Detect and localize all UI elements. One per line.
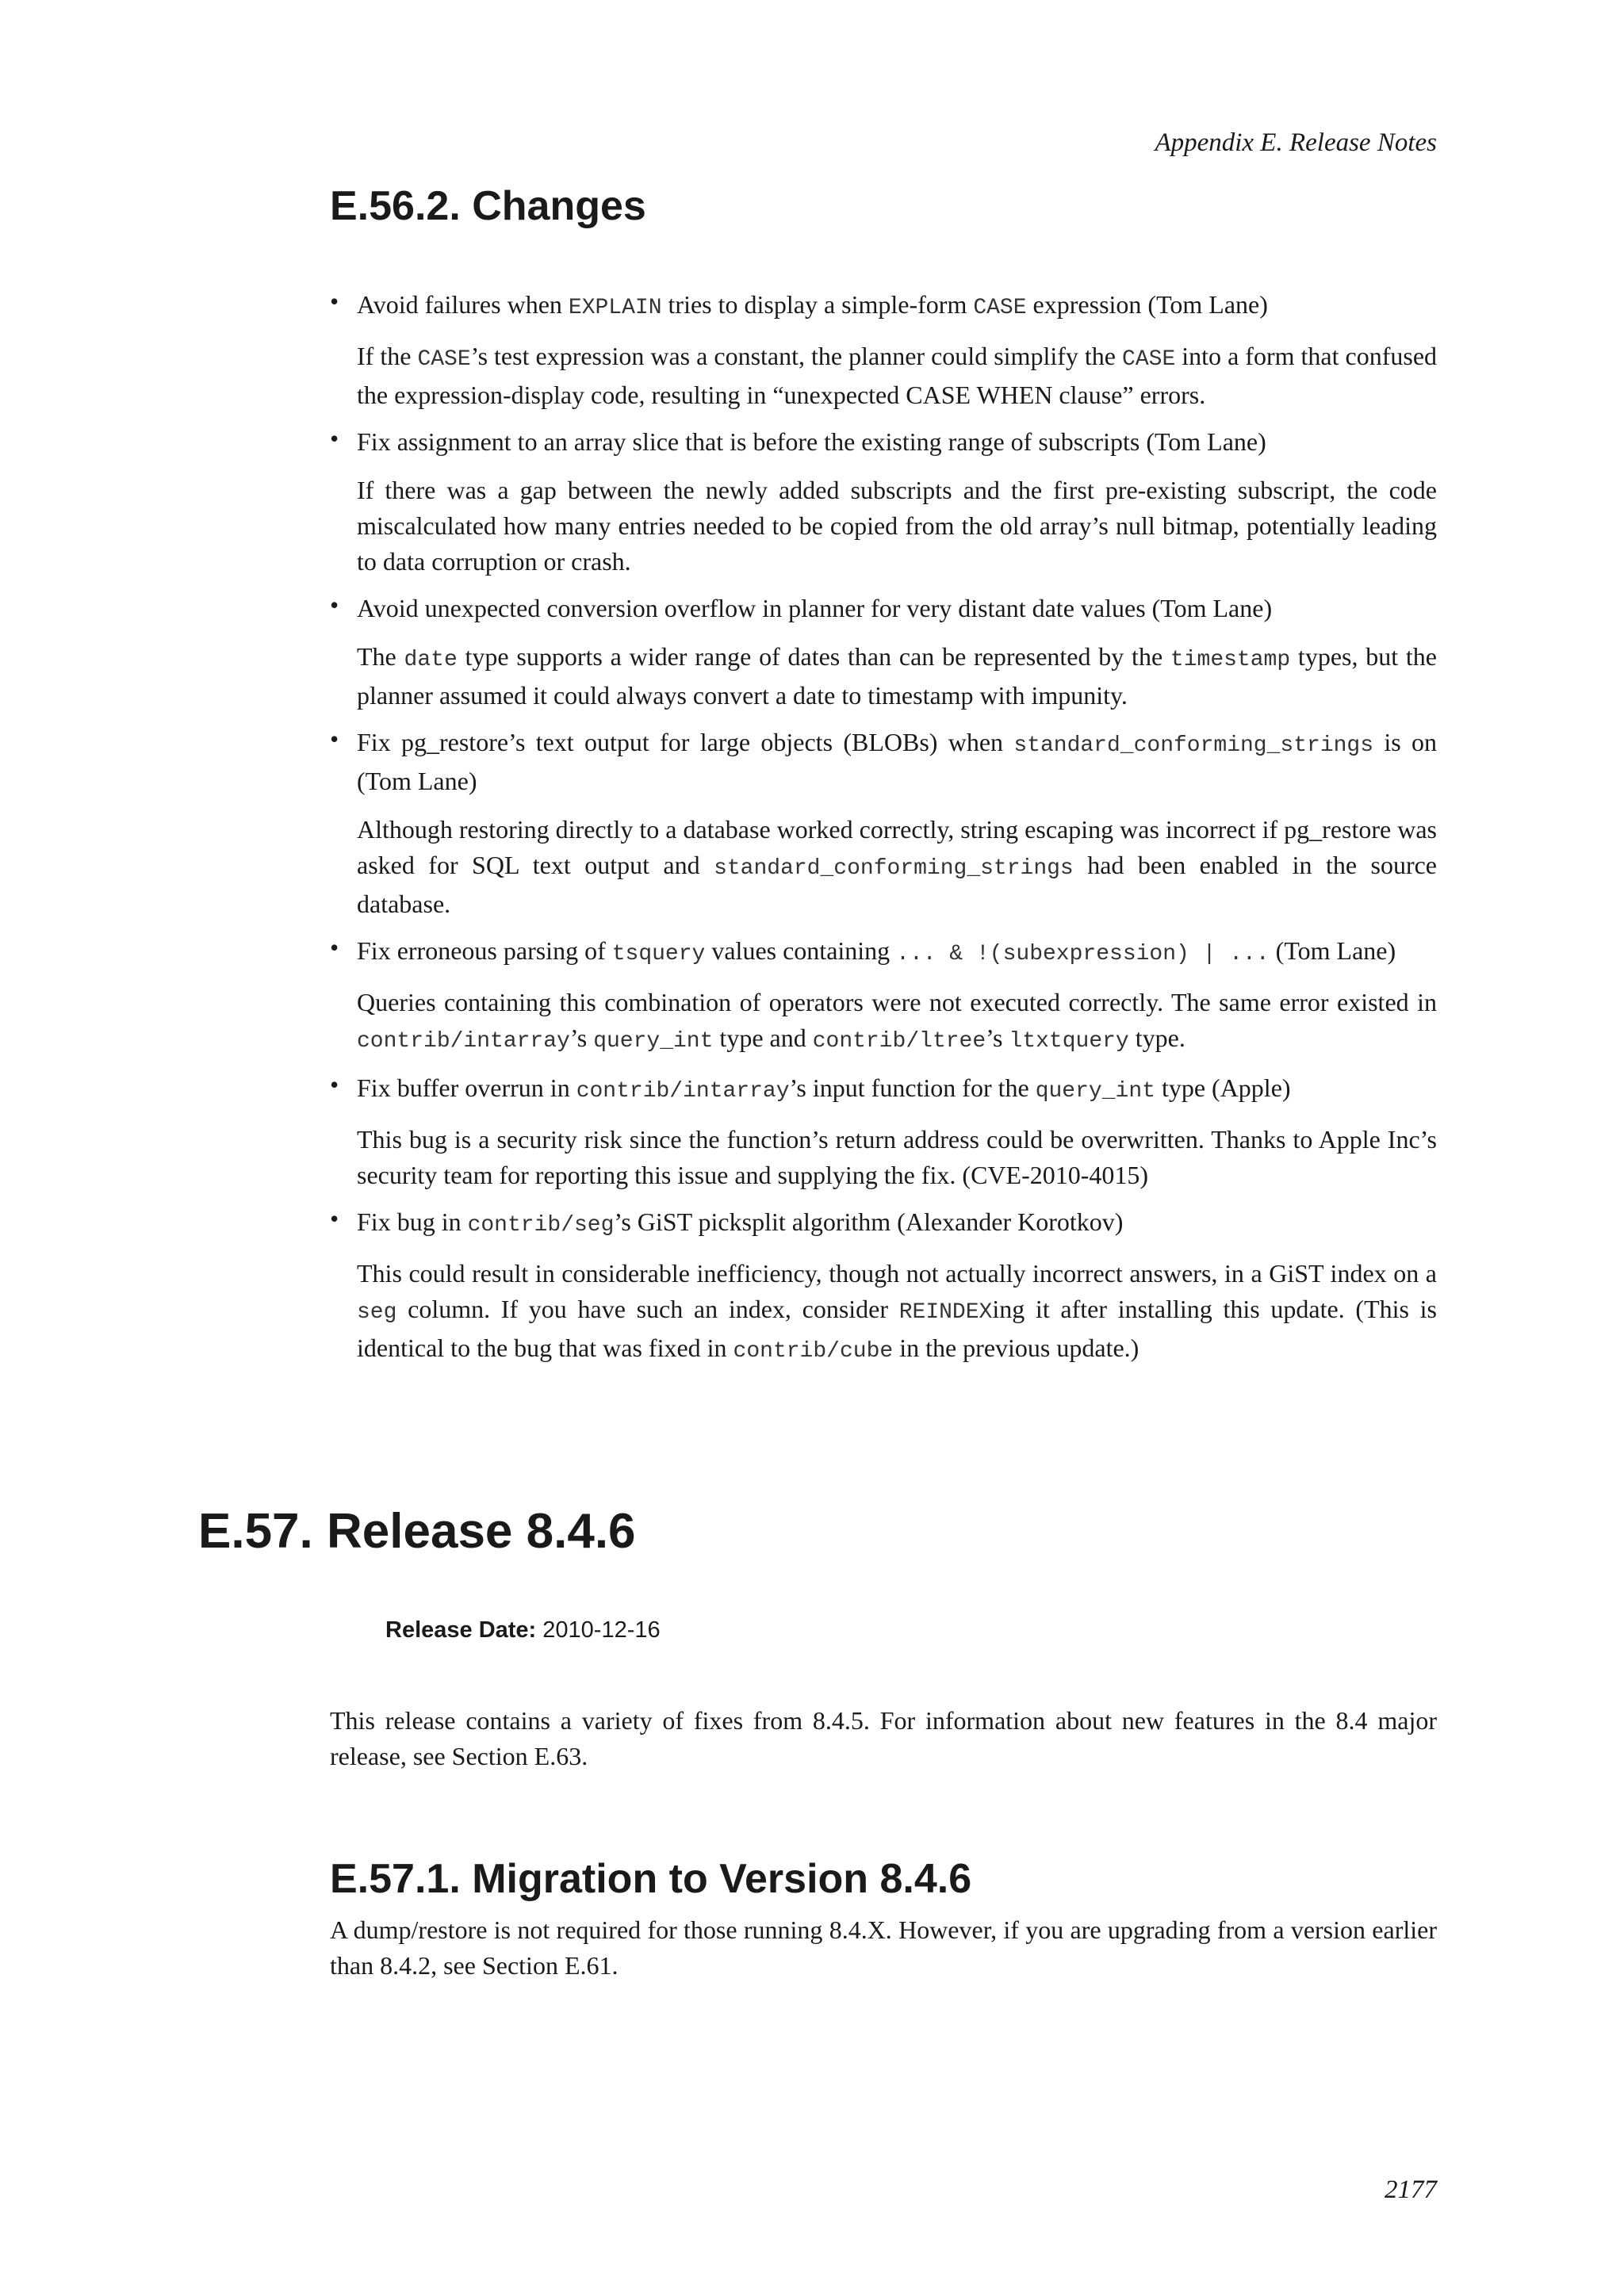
- bullet-icon: •: [330, 725, 339, 753]
- text-run: expression (Tom Lane): [1026, 290, 1268, 319]
- text-run: This bug is a security risk since the function’s return address could be overwritten. Thanks to Apple Inc’s security team for reporting this issue and supplying the fix. (CVE-2010-4015): [357, 1125, 1437, 1189]
- bullet-icon: •: [330, 1204, 339, 1233]
- text-run: type.: [1128, 1024, 1185, 1052]
- change-detail: [357, 339, 1437, 413]
- text-run: Avoid unexpected conversion overflow in planner for very distant date values (Tom Lane): [357, 594, 1273, 622]
- code-literal: ... & !(subexpression) | ...: [896, 942, 1270, 966]
- release-date-value: 2010-12-16: [536, 1617, 661, 1643]
- code-literal: EXPLAIN: [568, 296, 662, 320]
- section-heading-migration: E.57.1. Migration to Version 8.4.6: [330, 1856, 972, 1902]
- change-detail: [357, 1256, 1437, 1369]
- text-run: ing it after installing this update. (This is identical to the bug that was fixed in: [357, 1295, 1438, 1362]
- text-run: type (Apple): [1155, 1073, 1291, 1102]
- text-run: Fix assignment to an array slice that is before the existing range of subscripts (Tom Lane): [357, 427, 1266, 456]
- bullet-icon: •: [330, 591, 339, 619]
- text-run: If the: [357, 342, 418, 370]
- code-literal: ltxtquery: [1009, 1029, 1129, 1054]
- release-intro-paragraph: This release contains a variety of fixes from 8.4.5. For information about new features in the 8.4 major release, see Section E.63.: [330, 1706, 1437, 1770]
- code-literal: contrib/seg: [467, 1213, 615, 1238]
- running-header: Appendix E. Release Notes: [1155, 128, 1437, 157]
- text-run: The: [357, 642, 404, 671]
- text-run: in the previous update.): [893, 1334, 1139, 1362]
- text-run: This could result in considerable inefficiency, though not actually incorrect answers, in a GiST index on a: [357, 1259, 1437, 1288]
- release-date-label: Release Date:: [385, 1617, 537, 1643]
- change-detail: [357, 1122, 1437, 1193]
- change-item: [330, 1204, 1437, 1369]
- change-detail: [357, 985, 1437, 1059]
- text-run: ’s test expression was a constant, the planner could simplify the: [470, 342, 1123, 370]
- change-detail: [357, 812, 1437, 922]
- change-summary: [357, 287, 1437, 326]
- migration-paragraph: A dump/restore is not required for those running 8.4.X. However, if you are upgrading from a version earlier than 8.4.2, see Section E.61.: [330, 1915, 1437, 1980]
- change-summary: [357, 933, 1437, 972]
- change-detail: [357, 473, 1437, 580]
- text-run: had been enabled in the source database.: [357, 851, 1438, 918]
- text-run: ’s input function for the: [789, 1073, 1036, 1102]
- change-summary: [357, 424, 1437, 460]
- change-item: [330, 591, 1437, 714]
- text-run: type and: [713, 1024, 813, 1052]
- section-heading-changes: E.56.2. Changes: [330, 183, 646, 229]
- text-run: Fix pg_restore’s text output for large objects (BLOBs) when: [357, 728, 1014, 756]
- section-heading-release: E.57. Release 8.4.6: [198, 1504, 636, 1559]
- change-item: [330, 933, 1437, 1059]
- page-number: 2177: [1385, 2175, 1437, 2204]
- change-item: [330, 287, 1437, 413]
- code-literal: contrib/intarray: [357, 1029, 570, 1054]
- changes-list: [330, 287, 1437, 1380]
- text-run: tries to display a simple-form: [661, 290, 974, 319]
- bullet-icon: •: [330, 933, 339, 962]
- text-run: Queries containing this combination of operators were not executed correctly. The same error existed in: [357, 988, 1437, 1016]
- bullet-icon: •: [330, 1070, 339, 1099]
- text-run: Avoid failures when: [357, 290, 569, 319]
- code-literal: seg: [357, 1300, 397, 1325]
- change-summary: [357, 1204, 1437, 1243]
- code-literal: query_int: [593, 1029, 714, 1054]
- text-run: ’s GiST picksplit algorithm (Alexander Korotkov): [614, 1207, 1124, 1236]
- text-run: column. If you have such an index, consider: [396, 1295, 899, 1323]
- code-literal: REINDEX: [898, 1300, 993, 1325]
- text-run: is on (Tom Lane): [357, 728, 1438, 795]
- text-run: If there was a gap between the newly added subscripts and the first pre-existing subscript, the code miscalculated how many entries needed to be copied from the old array’s null bitmap, potentially leading to data corruption or crash.: [357, 476, 1437, 576]
- change-item: [330, 1070, 1437, 1193]
- code-literal: query_int: [1035, 1079, 1155, 1104]
- code-literal: date: [404, 648, 458, 672]
- text-run: into a form that confused the expression-display code, resulting in “unexpected CASE WHEN clause” errors.: [357, 342, 1438, 409]
- change-item: [330, 725, 1437, 922]
- change-summary: [357, 725, 1437, 799]
- change-summary: [357, 1070, 1437, 1109]
- code-literal: timestamp: [1170, 648, 1291, 672]
- code-literal: CASE: [973, 296, 1027, 320]
- text-run: Fix buffer overrun in: [357, 1073, 576, 1102]
- code-literal: standard_conforming_strings: [1013, 733, 1374, 758]
- code-literal: CASE: [1122, 347, 1176, 372]
- code-literal: contrib/intarray: [576, 1079, 790, 1104]
- bullet-icon: •: [330, 424, 339, 453]
- text-run: Fix bug in: [357, 1207, 468, 1236]
- text-run: types, but the planner assumed it could always convert a date to timestamp with impunity.: [357, 642, 1438, 710]
- code-literal: contrib/cube: [733, 1339, 894, 1364]
- bullet-icon: •: [330, 287, 339, 316]
- text-run: Fix erroneous parsing of: [357, 936, 612, 965]
- text-run: values containing: [705, 936, 897, 965]
- code-literal: CASE: [417, 347, 471, 372]
- text-run: type supports a wider range of dates than can be represented by the: [457, 642, 1170, 671]
- text-run: ’s: [569, 1024, 594, 1052]
- code-literal: standard_conforming_strings: [714, 856, 1074, 881]
- change-item: [330, 424, 1437, 580]
- change-summary: [357, 591, 1437, 626]
- code-literal: tsquery: [611, 942, 706, 966]
- change-detail: [357, 639, 1437, 714]
- text-run: ’s: [986, 1024, 1009, 1052]
- text-run: Although restoring directly to a database worked correctly, string escaping was incorrect if pg_restore was asked for SQL text output and: [357, 815, 1437, 879]
- text-run: (Tom Lane): [1269, 936, 1396, 965]
- code-literal: contrib/ltree: [812, 1029, 986, 1054]
- release-date: [385, 1617, 661, 1644]
